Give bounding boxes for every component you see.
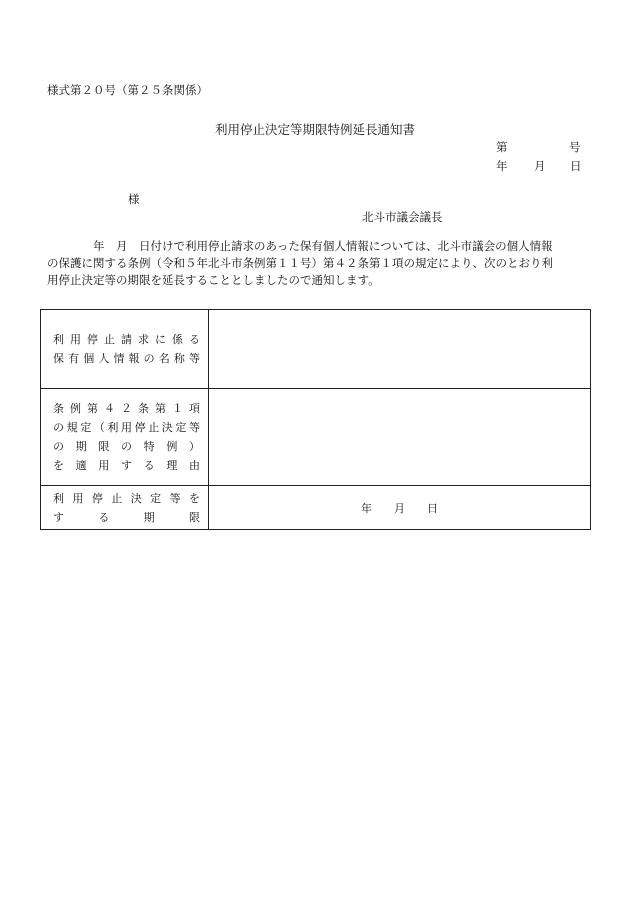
row-label-reason <box>41 389 209 486</box>
table-row <box>41 389 591 486</box>
label-line: を適用する理由 <box>53 459 200 472</box>
sender-name: 北斗市議会議長 <box>362 210 443 224</box>
row-label-deadline <box>41 486 209 530</box>
document-number-suffix: 号 <box>569 140 581 154</box>
issue-date-year: 年 <box>496 159 508 173</box>
issue-date <box>496 158 582 174</box>
issue-date-month: 月 <box>534 159 546 173</box>
label-line: 保有個人情報の名称等 <box>53 352 200 365</box>
body-line: 用停止決定等の期限を延長することとしましたので通知します。 <box>47 273 380 287</box>
body-line: 年 月 日付けで利用停止請求のあった保有個人情報については、北斗市議会の個人情報 <box>47 239 553 253</box>
label-line: 利用停止請求に係る <box>53 333 200 346</box>
label-line: の規定（利用停止決定等 <box>53 421 200 434</box>
body-paragraph <box>47 238 592 289</box>
label-line: 利用停止決定等を <box>53 491 200 505</box>
details-table <box>40 309 591 530</box>
table-row <box>41 486 591 530</box>
label-line: する期限 <box>53 510 200 524</box>
deadline-date-field[interactable]: 年 月 日 <box>209 486 591 530</box>
reason-field[interactable] <box>209 389 591 486</box>
info-name-field[interactable] <box>209 310 591 389</box>
row-label-info-name <box>41 310 209 389</box>
addressee-suffix: 様 <box>128 192 140 206</box>
form-number: 様式第２０号（第２５条関係） <box>47 83 208 97</box>
issue-date-day: 日 <box>570 159 582 173</box>
body-line: の保護に関する条例（令和５年北斗市条例第１１号）第４２条第１項の規定により、次のとおり利 <box>47 256 553 270</box>
label-line: 条例第４２条第１項 <box>53 402 200 415</box>
document-title: 利用停止決定等期限特例延長通知書 <box>214 122 415 137</box>
document-number-prefix: 第 <box>496 140 508 154</box>
table-row <box>41 310 591 389</box>
label-line: の期限の特例） <box>53 440 200 453</box>
